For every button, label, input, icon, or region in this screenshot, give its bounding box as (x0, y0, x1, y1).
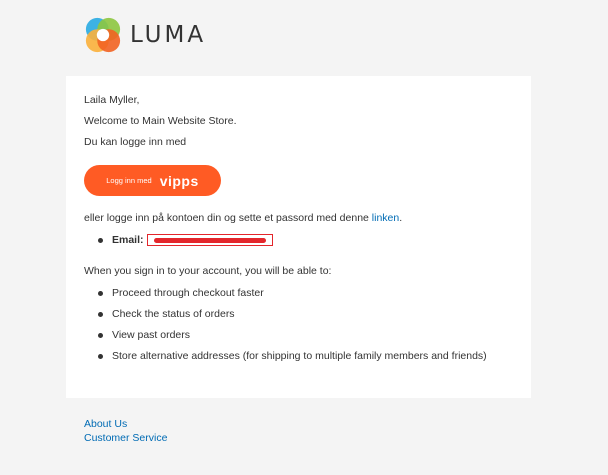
luma-header (84, 16, 206, 54)
welcome-text: Welcome to Main Website Store. (84, 115, 237, 127)
alt-login-sentence: eller logge inn på kontoen din og sette et passord med denne (84, 212, 372, 224)
benefit-text: View past orders (112, 329, 191, 341)
login-prompt: Du kan logge inn med (84, 136, 187, 148)
bullet-icon (98, 354, 103, 359)
luma-logo-text: LUMA (130, 22, 207, 48)
customer-service-link[interactable]: Customer Service (84, 432, 168, 444)
about-us-link[interactable]: About Us (84, 418, 128, 430)
vipps-button-label: Logg inn med (106, 176, 152, 185)
alt-login-period: . (399, 212, 403, 224)
redacted-email-value (147, 234, 273, 246)
bullet-icon (98, 291, 103, 296)
benefit-text: Proceed through checkout faster (112, 287, 264, 299)
bullet-icon (98, 333, 103, 338)
benefit-item (98, 286, 264, 300)
luma-logo-icon (84, 16, 122, 54)
email-field-item (98, 233, 273, 247)
set-password-link[interactable]: linken (371, 212, 400, 224)
benefits-intro: When you sign in to your account, you will be able to: (84, 265, 332, 277)
vipps-login-button[interactable] (84, 165, 221, 196)
benefit-item (98, 349, 487, 363)
email-body-card (66, 76, 531, 398)
bullet-icon (98, 238, 103, 243)
benefit-item (98, 307, 235, 321)
benefit-item (98, 328, 190, 342)
alt-login-text (84, 211, 402, 225)
vipps-logo-text: vipps (159, 172, 199, 189)
benefit-text: Store alternative addresses (for shipping to multiple family members and friends) (112, 350, 487, 362)
email-label: Email: (112, 234, 144, 246)
bullet-icon (98, 312, 103, 317)
benefit-text: Check the status of orders (112, 308, 235, 320)
greeting: Laila Myller, (84, 94, 140, 106)
